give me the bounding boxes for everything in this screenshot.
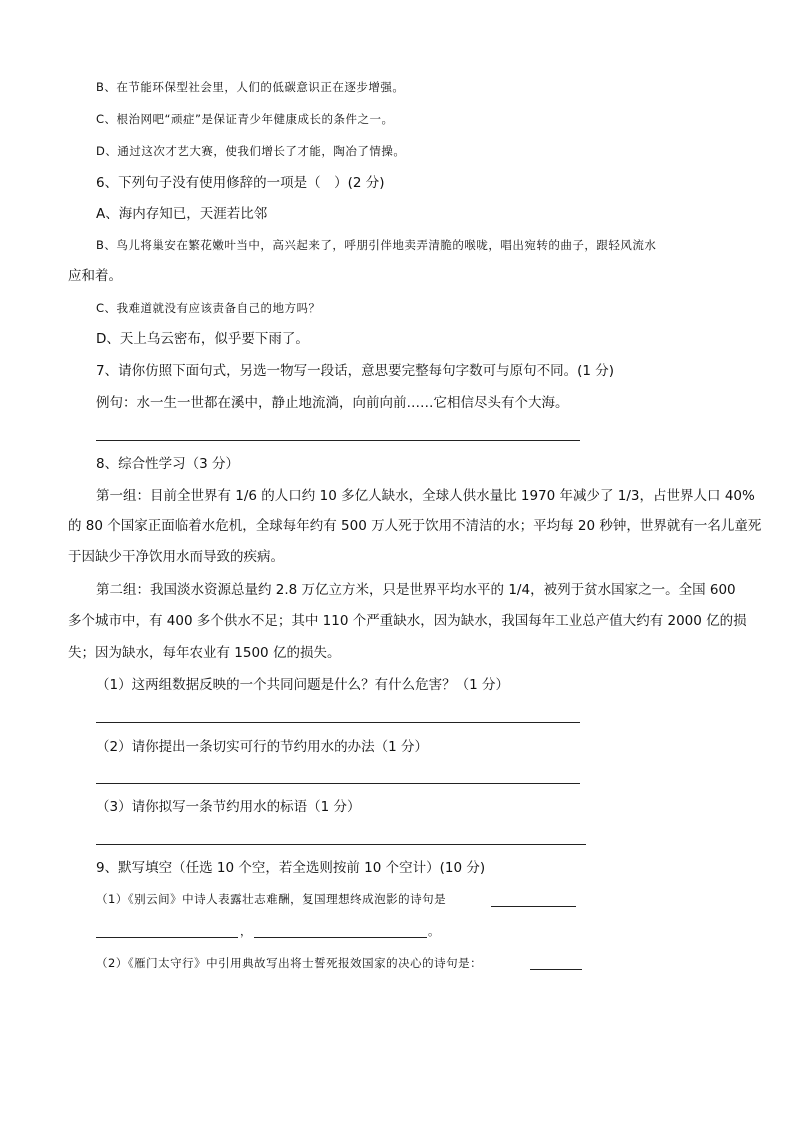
group1-line2: 的 80 个国家正面临着水危机，全球每年约有 500 万人死于饮用不清洁的水；平均每 20 秒钟，世界就有一名儿童死 xyxy=(68,518,762,534)
option-a-q6: A、海内存知已，天涯若比邻 xyxy=(96,206,268,222)
poem-1-separator: ， xyxy=(240,924,252,938)
group2-line3: 失；因为缺水，每年农业有 1500 亿的损失。 xyxy=(68,645,341,661)
sub-question-2: （2）请你提出一条切实可行的节约用水的办法（1 分） xyxy=(96,739,428,755)
group1-line3: 于因缺少干净饮用水而导致的疾病。 xyxy=(68,549,284,565)
option-b-q5: B、在节能环保型社会里，人们的低碳意识正在逐步增强。 xyxy=(96,80,405,94)
option-c-q6: C、我难道就没有应该责备自己的地方吗？ xyxy=(96,301,321,315)
blank-p1-a[interactable] xyxy=(491,906,576,907)
option-b-q6-line1: B、鸟儿将巢安在繁花嫩叶当中，高兴起来了，呼朋引伴地卖弄清脆的喉咙，唱出宛转的曲子，跟轻风流水 xyxy=(96,238,657,252)
blank-p2-a[interactable] xyxy=(530,969,582,970)
answer-line-q7[interactable] xyxy=(96,440,580,441)
question-8: 8、综合性学习（3 分） xyxy=(96,456,239,472)
group1-line1: 第一组：目前全世界有 1/6 的人口约 10 多亿人缺水，全球人供水量比 1970 年减少了 1/3，占世界人口 40% xyxy=(96,488,755,504)
group2-line1: 第二组：我国淡水资源总量约 2.8 万亿立方米，只是世界平均水平的 1/4，被列于贫水国家之一。全国 600 xyxy=(96,582,736,598)
group2-line2: 多个城市中，有 400 多个供水不足；其中 110 个严重缺水，因为缺水，我国每年工业总产值大约有 2000 亿的损 xyxy=(68,613,747,629)
blank-p1-c[interactable] xyxy=(254,937,427,938)
answer-line-s3[interactable] xyxy=(96,844,586,845)
example-sentence-q7: 例句：水一生一世都在溪中，静止地流淌，向前向前……它相信尽头有个大海。 xyxy=(96,395,569,411)
option-b-q6-line2: 应和着。 xyxy=(68,268,122,284)
option-d-q6: D、天上乌云密布，似乎要下雨了。 xyxy=(96,331,309,347)
question-7: 7、请你仿照下面句式，另选一物写一段话，意思要完整每句字数可与原句不同。(1 分) xyxy=(96,363,615,379)
sub-question-1: （1）这两组数据反映的一个共同问题是什么？有什么危害？（1 分） xyxy=(96,677,509,693)
answer-line-s2[interactable] xyxy=(96,783,580,784)
option-d-q5: D、通过这次才艺大赛，使我们增长了才能，陶冶了情操。 xyxy=(96,144,406,158)
option-c-q5: C、根治网吧“顽症”是保证青少年健康成长的条件之一。 xyxy=(96,112,394,126)
question-6: 6、下列句子没有使用修辞的一项是（ ）(2 分) xyxy=(96,175,385,191)
question-9: 9、默写填空（任选 10 个空，若全选则按前 10 个空计）(10 分) xyxy=(96,860,486,876)
blank-p1-b[interactable] xyxy=(96,937,238,938)
poem-1-end: 。 xyxy=(428,924,440,938)
poem-question-2: （2）《雁门太守行》中引用典故写出将士誓死报效国家的决心的诗句是： xyxy=(96,956,483,970)
poem-question-1: （1）《别云间》中诗人表露壮志难酬，复国理想终成泡影的诗句是 xyxy=(96,892,447,906)
answer-line-s1[interactable] xyxy=(96,722,580,723)
sub-question-3: （3）请你拟写一条节约用水的标语（1 分） xyxy=(96,799,361,815)
